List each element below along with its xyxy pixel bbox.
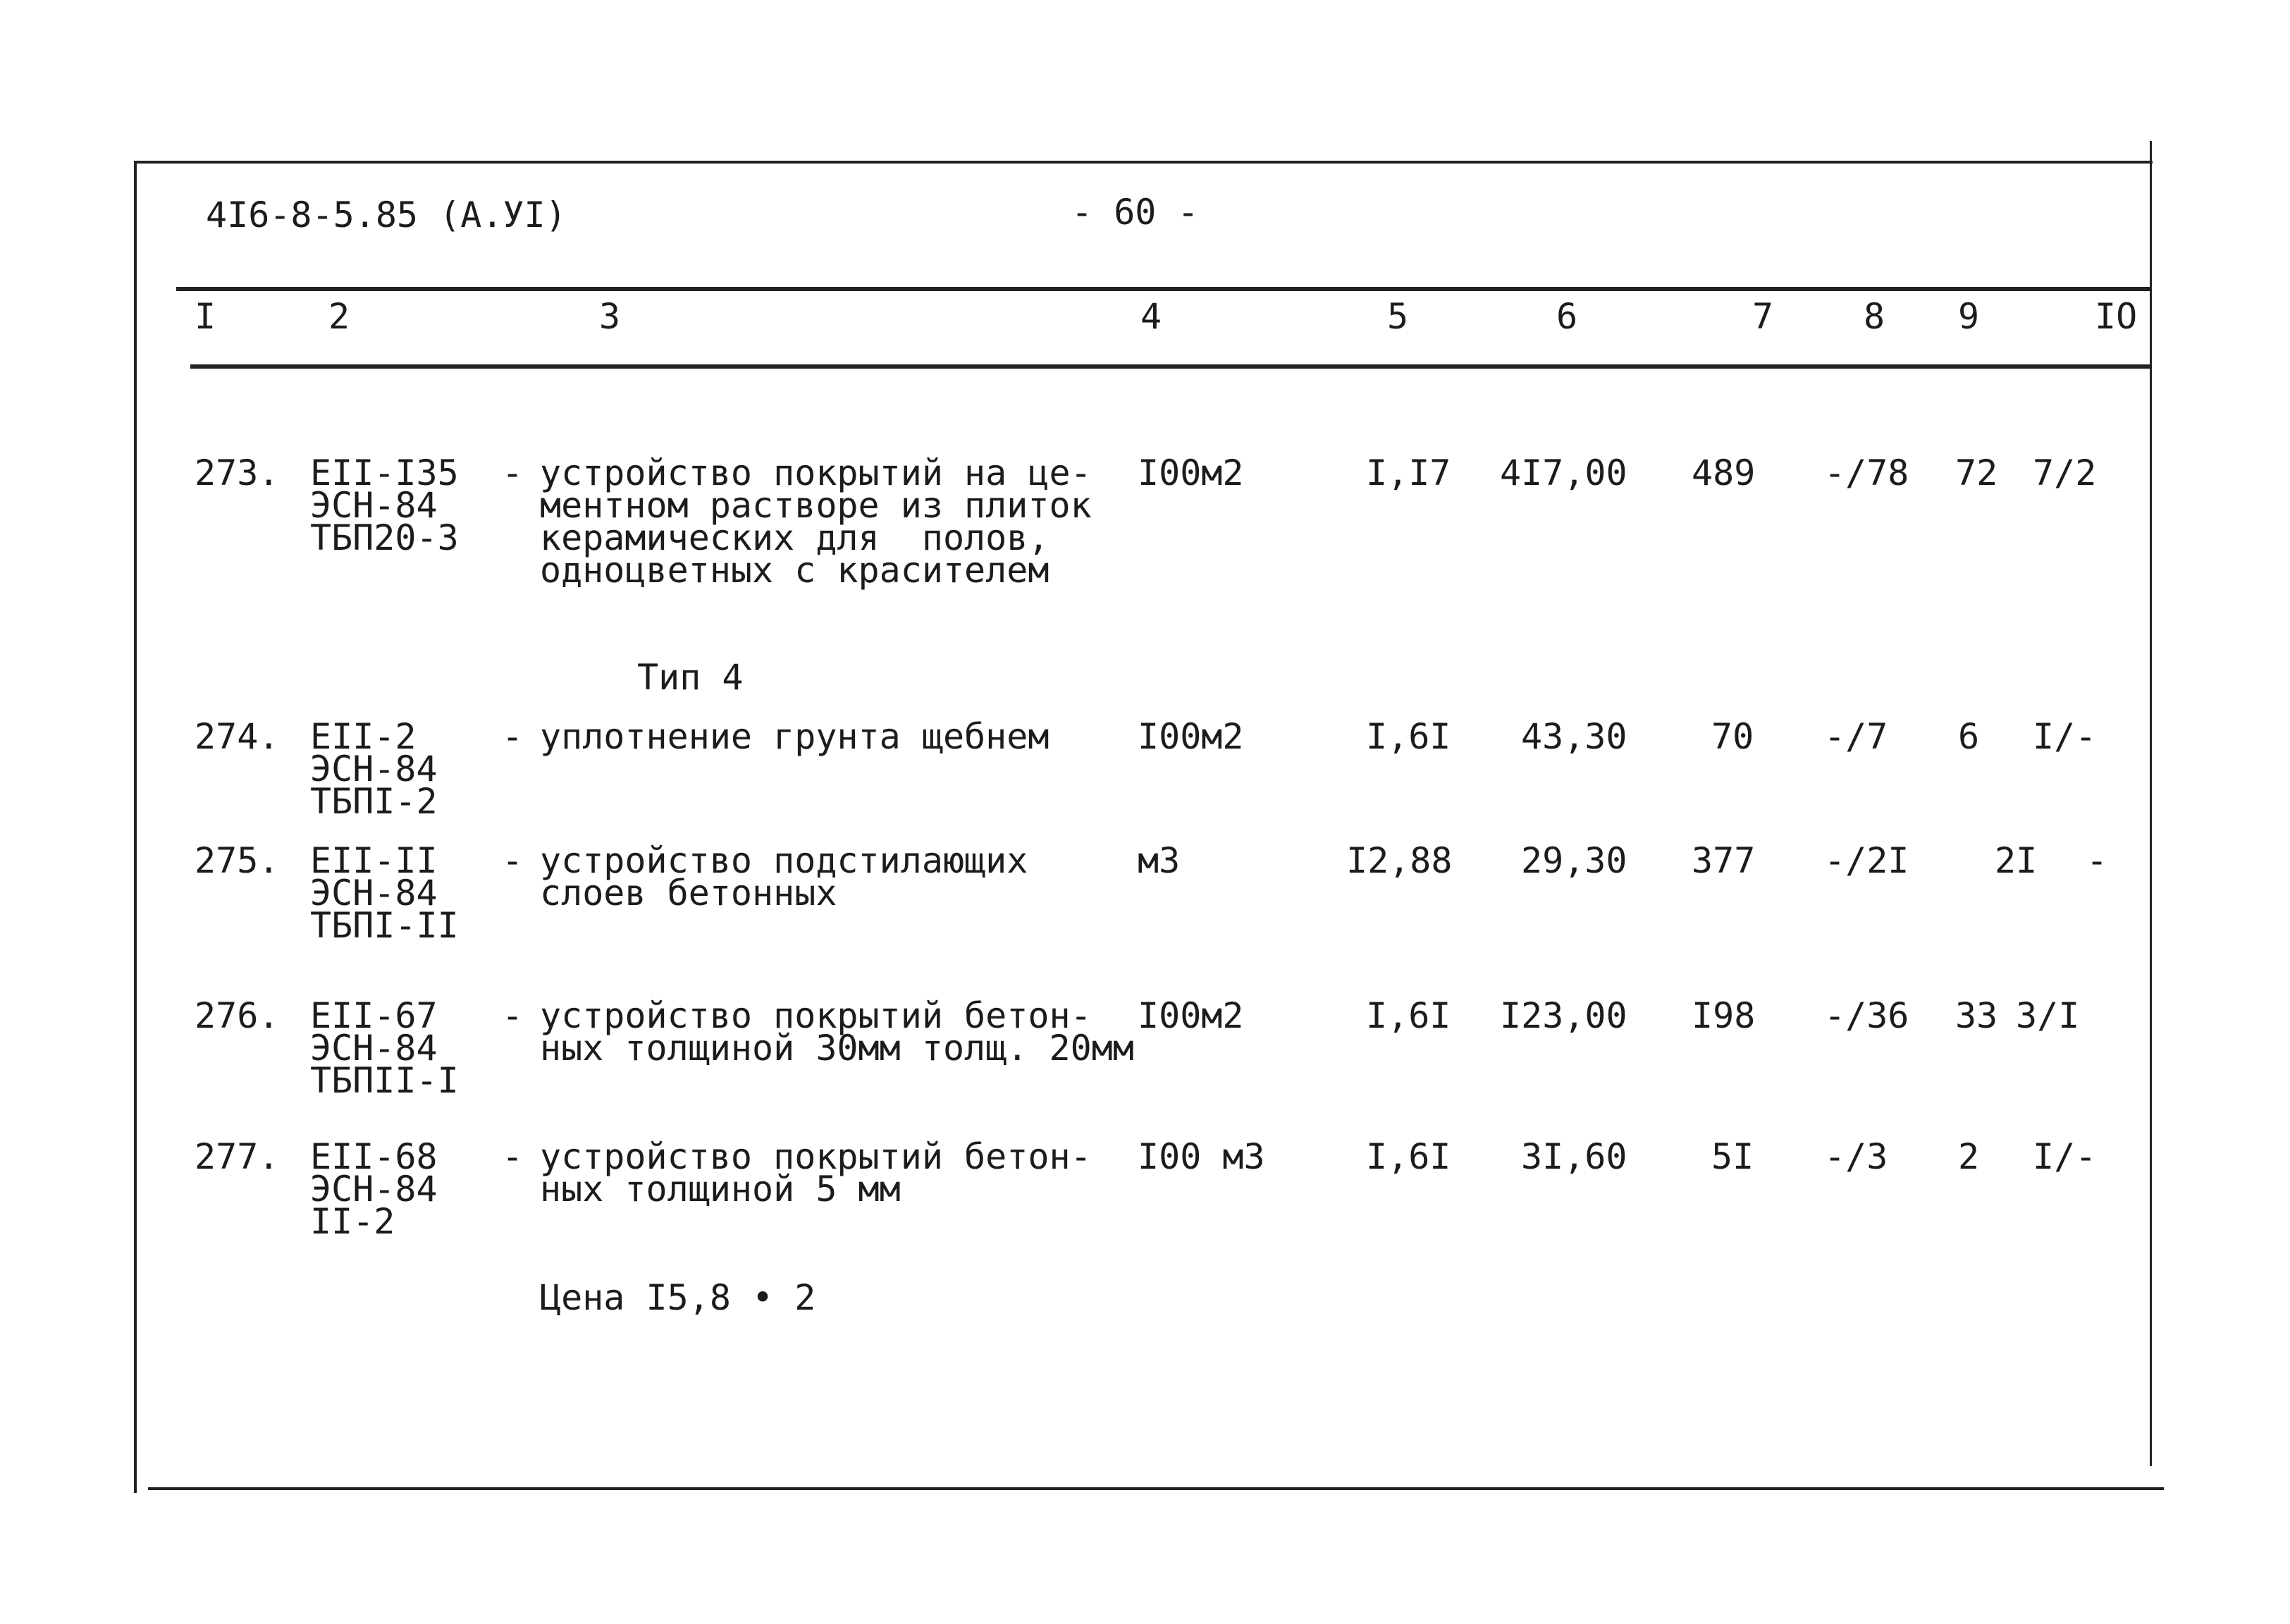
- row-col8: -/36: [1824, 995, 1909, 1036]
- row-col9: 2: [1958, 1136, 1980, 1177]
- row-col7: 70: [1711, 716, 1754, 757]
- row-col7: 5I: [1711, 1136, 1754, 1177]
- row-col10: I/-: [2033, 716, 2097, 757]
- row-number: 274.: [195, 716, 280, 757]
- frame-bottom-line: [148, 1487, 2164, 1490]
- row-code: EII-II ЭСН-84 ТБПI-II: [310, 840, 459, 946]
- price-note: Цена I5,8 • 2: [540, 1277, 816, 1318]
- row-col7: 377: [1692, 840, 1756, 881]
- document-code: 4I6-8-5.85 (А.УI): [206, 195, 567, 235]
- row-col8: -/78: [1824, 453, 1909, 493]
- column-header-8: 8: [1864, 296, 1885, 337]
- row-number: 276.: [195, 995, 280, 1036]
- row-col10: -: [2086, 840, 2108, 881]
- row-col9: 6: [1958, 716, 1980, 757]
- row-description: уплотнение грунта щебнем: [540, 716, 1049, 757]
- column-header-3: 3: [599, 296, 621, 337]
- header-top-rule: [176, 287, 2150, 291]
- row-col8: -/2I: [1824, 840, 1909, 881]
- column-header-9: 9: [1958, 296, 1980, 337]
- row-col9: 72: [1955, 453, 1998, 493]
- column-header-4: 4: [1140, 296, 1162, 337]
- row-number: 275.: [195, 840, 280, 881]
- row-number: 277.: [195, 1136, 280, 1177]
- row-col6: 3I,60: [1521, 1136, 1627, 1177]
- row-code: EII-67 ЭСН-84 ТБПII-I: [310, 995, 459, 1101]
- row-col5: I,6I: [1366, 995, 1451, 1036]
- row-code: EII-I35 ЭСН-84 ТБП20-3: [310, 453, 459, 558]
- row-col10: I/-: [2033, 1136, 2097, 1177]
- column-header-6: 6: [1556, 296, 1578, 337]
- row-col9: 33: [1955, 995, 1998, 1036]
- column-header-1: I: [195, 296, 216, 337]
- row-code: EII-68 ЭСН-84 II-2: [310, 1136, 438, 1242]
- column-header-10: IO: [2095, 296, 2138, 337]
- header-bottom-rule: [190, 364, 2150, 369]
- row-col5: I2,88: [1346, 840, 1453, 881]
- row-unit: I00 м3: [1138, 1136, 1265, 1177]
- row-description: устройство покрытий на це- ментном растворе из плиток керамических для полов, одноцветных с красителем: [540, 453, 1092, 591]
- row-col7: I98: [1692, 995, 1756, 1036]
- row-dash: -: [502, 1136, 524, 1177]
- row-description: устройство подстилающих слоев бетонных: [540, 840, 1028, 914]
- row-col6: 4I7,00: [1500, 453, 1627, 493]
- frame-right-line: [2150, 141, 2152, 1466]
- row-col9: 2I: [1995, 840, 2038, 881]
- row-col10: 7/2: [2033, 453, 2097, 493]
- row-col6: 29,30: [1521, 840, 1627, 881]
- row-code: EII-2 ЭСН-84 ТБПI-2: [310, 716, 438, 822]
- row-col5: I,6I: [1366, 716, 1451, 757]
- row-unit: I00м2: [1138, 453, 1244, 493]
- row-dash: -: [502, 995, 524, 1036]
- row-dash: -: [502, 453, 524, 493]
- column-header-7: 7: [1752, 296, 1774, 337]
- frame-left-line: [134, 161, 137, 1493]
- row-col7: 489: [1692, 453, 1756, 493]
- row-col8: -/7: [1824, 716, 1888, 757]
- row-description: устройство покрытий бетон- ных толщиной 30мм толщ. 20мм: [540, 995, 1134, 1069]
- row-unit: I00м2: [1138, 995, 1244, 1036]
- row-col6: I23,00: [1500, 995, 1627, 1036]
- row-col5: I,I7: [1366, 453, 1451, 493]
- row-description: устройство покрытий бетон- ных толщиной 5 мм: [540, 1136, 1092, 1210]
- row-col6: 43,30: [1521, 716, 1627, 757]
- column-header-2: 2: [328, 296, 350, 337]
- row-dash: -: [502, 716, 524, 757]
- row-number: 273.: [195, 453, 280, 493]
- row-col10: 3/I: [2016, 995, 2080, 1036]
- row-dash: -: [502, 840, 524, 881]
- section-heading: Тип 4: [637, 657, 744, 698]
- row-unit: I00м2: [1138, 716, 1244, 757]
- row-col5: I,6I: [1366, 1136, 1451, 1177]
- frame-top-line: [134, 161, 2153, 164]
- column-header-5: 5: [1387, 296, 1409, 337]
- page-number: - 60 -: [1071, 192, 1199, 233]
- row-col8: -/3: [1824, 1136, 1888, 1177]
- row-unit: м3: [1138, 840, 1181, 881]
